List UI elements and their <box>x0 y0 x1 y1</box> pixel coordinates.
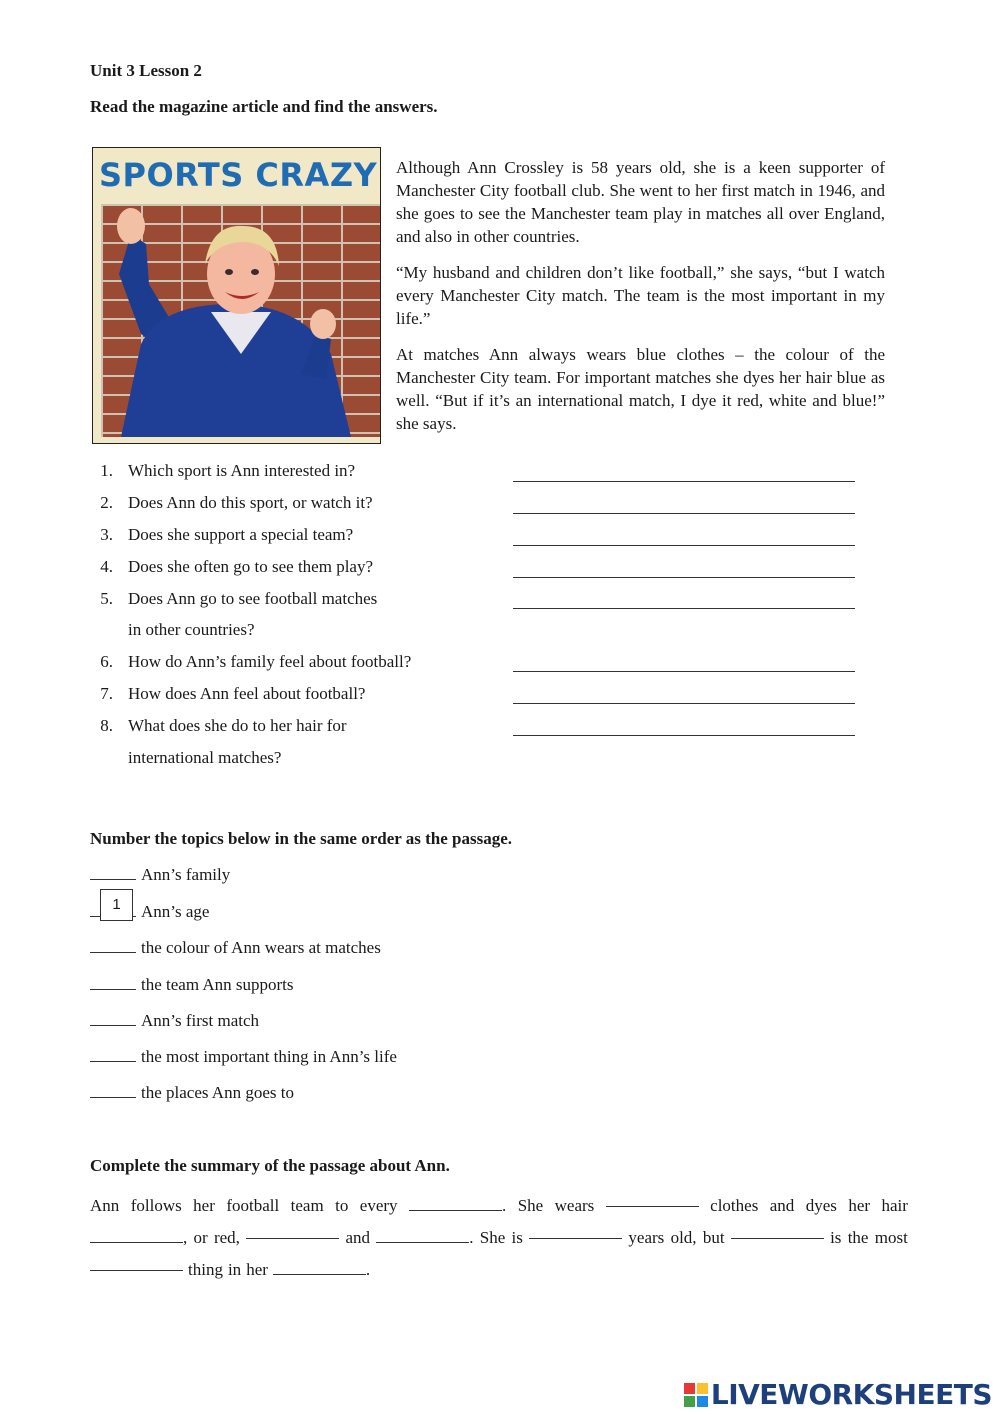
summary-blank[interactable] <box>246 1222 339 1239</box>
topic-label: the colour of Ann wears at matches <box>141 938 381 957</box>
summary-instruction: Complete the summary of the passage about Ann. <box>90 1156 450 1175</box>
summary-word: wears <box>554 1196 595 1215</box>
answer-line-7[interactable] <box>513 703 855 704</box>
question-number: 4. <box>100 557 113 576</box>
summary-word: old, <box>670 1228 697 1247</box>
summary-word: the <box>847 1228 869 1247</box>
question-text: Does Ann go to see football matches <box>128 589 378 608</box>
topic-blank[interactable] <box>90 975 136 990</box>
article-photo <box>92 147 381 444</box>
question-number: 7. <box>100 684 113 703</box>
summary-paragraph <box>90 1190 908 1286</box>
question-text: Does she support a special team? <box>128 525 354 544</box>
topic-label: the most important thing in Ann’s life <box>141 1047 397 1066</box>
summary-blank[interactable] <box>606 1190 699 1207</box>
summary-word: thing <box>188 1260 223 1279</box>
summary-word: clothes <box>710 1196 759 1215</box>
summary-word: follows <box>130 1196 182 1215</box>
summary-word: in <box>227 1260 242 1279</box>
summary-punctuation: . <box>502 1196 507 1215</box>
question-text: Which sport is Ann interested in? <box>128 461 356 480</box>
summary-word: and <box>769 1196 795 1215</box>
summary-punctuation: , <box>183 1228 188 1247</box>
summary-word: years <box>628 1228 665 1247</box>
topic-item <box>90 938 381 958</box>
summary-word: hair <box>881 1196 908 1215</box>
summary-blank[interactable] <box>529 1222 622 1239</box>
question-text-continued: in other countries? <box>128 620 255 639</box>
summary-word: and <box>345 1228 370 1247</box>
summary-word: to <box>335 1196 349 1215</box>
summary-word: Ann <box>90 1196 120 1215</box>
topic-item <box>90 865 230 885</box>
summary-word: is <box>830 1228 842 1247</box>
topic-blank[interactable] <box>90 1011 136 1026</box>
article-instruction: Read the magazine article and find the answers. <box>90 97 438 116</box>
summary-blank-group <box>376 1222 473 1254</box>
summary-word: is <box>511 1228 523 1247</box>
topic-label: Ann’s family <box>141 865 231 884</box>
topic-item <box>90 975 294 995</box>
summary-word: red, <box>213 1228 240 1247</box>
logo-text: LIVEWORKSHEETS <box>710 1378 992 1411</box>
summary-word: every <box>359 1196 398 1215</box>
topic-item <box>90 1011 259 1031</box>
answer-line-1[interactable] <box>513 481 855 482</box>
article-paragraph-2: “My husband and children don’t like football,” she says, “but I watch every Manchester City match. The team is the most important in my life.” <box>396 263 885 328</box>
answer-line-3[interactable] <box>513 545 855 546</box>
question-text: How does Ann feel about football? <box>128 684 366 703</box>
summary-word: dyes <box>805 1196 837 1215</box>
summary-word: her <box>193 1196 215 1215</box>
topics-instruction: Number the topics below in the same order as the passage. <box>90 829 512 848</box>
question-text: Does she often go to see them play? <box>128 557 374 576</box>
summary-blank[interactable] <box>409 1194 502 1211</box>
summary-blank[interactable] <box>273 1258 366 1275</box>
fan-illustration <box>101 204 380 437</box>
topic-blank[interactable] <box>90 1083 136 1098</box>
summary-blank[interactable] <box>90 1226 183 1243</box>
summary-word: most <box>874 1228 908 1247</box>
logo-mark-icon <box>684 1383 708 1407</box>
summary-word: team <box>290 1196 324 1215</box>
summary-punctuation: . <box>469 1228 474 1247</box>
summary-word: her <box>848 1196 871 1215</box>
summary-blank[interactable] <box>731 1222 824 1239</box>
answer-line-8[interactable] <box>513 735 855 736</box>
question-number: 3. <box>100 525 113 544</box>
summary-blank[interactable] <box>376 1226 469 1243</box>
question-text-continued: international matches? <box>128 748 282 767</box>
summary-word: She <box>517 1196 544 1215</box>
topic-label: Ann’s age <box>141 902 210 921</box>
topic-item <box>90 1083 294 1103</box>
summary-line-2 <box>90 1222 908 1254</box>
answer-line-5[interactable] <box>513 608 855 609</box>
topic-blank[interactable] <box>90 1047 136 1062</box>
question-number: 2. <box>100 493 113 512</box>
summary-blank-group <box>409 1190 506 1222</box>
summary-blank-group <box>90 1222 187 1254</box>
summary-line-3 <box>90 1254 908 1286</box>
summary-line-1 <box>90 1190 908 1222</box>
article-paragraph-1: Although Ann Crossley is 58 years old, she is a keen supporter of Manchester City football club. She went to her first match in 1946, and she goes to see the Manchester team play in matches all over England, and also in other countries. <box>396 158 885 246</box>
photo-title: SPORTS CRAZY <box>99 156 378 194</box>
summary-word: football <box>226 1196 280 1215</box>
summary-word: her <box>246 1260 268 1279</box>
summary-punctuation: . <box>365 1260 371 1279</box>
question-number: 6. <box>100 652 113 671</box>
topic-answer-box[interactable]: 1 <box>100 889 133 921</box>
topic-label: the places Ann goes to <box>141 1083 294 1102</box>
answer-line-4[interactable] <box>513 577 855 578</box>
question-number: 8. <box>100 716 113 735</box>
question-text: What does she do to her hair for <box>128 716 347 735</box>
summary-word: or <box>193 1228 208 1247</box>
question-number: 1. <box>100 461 113 480</box>
summary-word: but <box>702 1228 725 1247</box>
topic-item <box>90 1047 397 1067</box>
lesson-title: Unit 3 Lesson 2 <box>90 61 202 80</box>
summary-blank[interactable] <box>90 1254 183 1271</box>
topic-blank[interactable] <box>90 865 136 880</box>
answer-line-6[interactable] <box>513 671 855 672</box>
topic-label: Ann’s first match <box>141 1011 260 1030</box>
summary-blank-group <box>273 1254 370 1286</box>
question-number: 5. <box>100 589 113 608</box>
article-text <box>396 156 885 448</box>
topic-label: the team Ann supports <box>141 975 294 994</box>
topic-blank[interactable] <box>90 938 136 953</box>
question-text: Does Ann do this sport, or watch it? <box>128 493 373 512</box>
article-paragraph-3: At matches Ann always wears blue clothes – the colour of the Manchester City team. For important matches she dyes her hair blue as well. “But if it’s an international match, I dye it red, white and blue!” she says. <box>396 345 885 433</box>
summary-word: She <box>479 1228 506 1247</box>
liveworksheets-logo <box>684 1378 992 1411</box>
answer-line-2[interactable] <box>513 513 855 514</box>
question-text: How do Ann’s family feel about football? <box>128 652 412 671</box>
